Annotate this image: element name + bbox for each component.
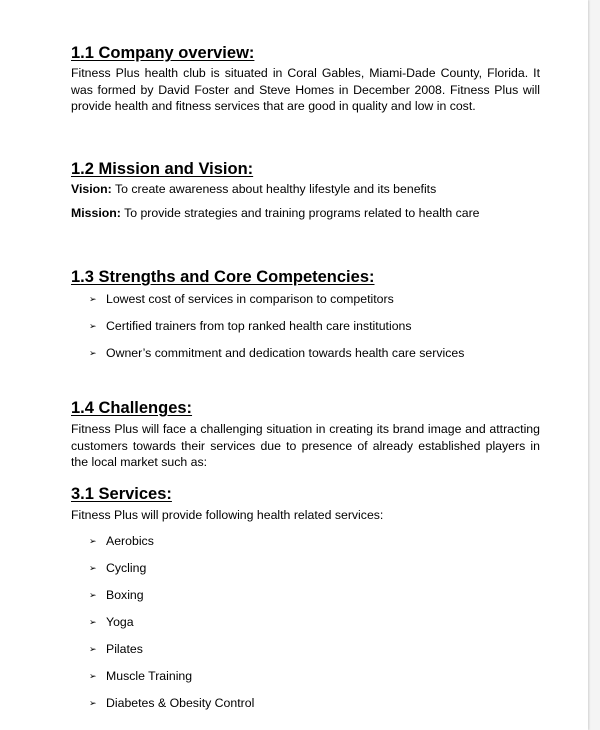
arrow-bullet-icon: ➢ bbox=[89, 644, 97, 655]
arrow-bullet-icon: ➢ bbox=[89, 536, 97, 547]
arrow-bullet-icon: ➢ bbox=[89, 293, 97, 304]
strengths-section bbox=[71, 267, 540, 372]
strengths-list bbox=[71, 291, 540, 372]
vision-text: To create awareness about healthy lifestyle and its benefits bbox=[111, 181, 437, 196]
arrow-bullet-icon: ➢ bbox=[89, 347, 97, 358]
list-item-text: Yoga bbox=[106, 615, 134, 630]
list-item bbox=[71, 291, 540, 318]
list-item-text: Diabetes & Obesity Control bbox=[106, 696, 255, 711]
services-list bbox=[71, 533, 540, 722]
list-item-text: Cycling bbox=[106, 561, 147, 576]
list-item bbox=[71, 668, 540, 695]
list-item bbox=[71, 318, 540, 345]
services-heading: 3.1 Services: bbox=[71, 484, 172, 503]
company-overview-section bbox=[71, 43, 540, 115]
document-content bbox=[71, 43, 540, 722]
mission-vision-section bbox=[71, 159, 540, 222]
mission-text: To provide strategies and training programs related to health care bbox=[120, 206, 480, 221]
list-item bbox=[71, 587, 540, 614]
vision-label: Vision: bbox=[71, 181, 112, 196]
list-item bbox=[71, 695, 540, 722]
list-item bbox=[71, 533, 540, 560]
arrow-bullet-icon: ➢ bbox=[89, 320, 97, 331]
strengths-heading: 1.3 Strengths and Core Competencies: bbox=[71, 267, 375, 286]
mission-statement bbox=[71, 205, 540, 222]
list-item-text: Certified trainers from top ranked health care institutions bbox=[106, 318, 412, 333]
list-item-text: Pilates bbox=[106, 642, 143, 657]
list-item-text: Owner’s commitment and dedication towards health care services bbox=[106, 345, 465, 360]
list-item bbox=[71, 641, 540, 668]
arrow-bullet-icon: ➢ bbox=[89, 698, 97, 709]
arrow-bullet-icon: ➢ bbox=[89, 617, 97, 628]
mission-label: Mission: bbox=[71, 206, 121, 221]
challenges-text: Fitness Plus will face a challenging situation in creating its brand image and attracting customers towards their services due to presence of already established players in the local market such as: bbox=[71, 421, 540, 470]
vision-statement bbox=[71, 181, 540, 198]
list-item-text: Lowest cost of services in comparison to competitors bbox=[106, 291, 394, 306]
arrow-bullet-icon: ➢ bbox=[89, 563, 97, 574]
list-item-text: Aerobics bbox=[106, 534, 154, 549]
mission-vision-heading: 1.2 Mission and Vision: bbox=[71, 159, 254, 178]
company-overview-text: Fitness Plus health club is situated in Coral Gables, Miami-Dade County, Florida. It was formed by David Foster and Steve Homes in December 2008. Fitness Plus will provide health and fitness services that are good in quality and low in cost. bbox=[71, 66, 540, 114]
challenges-heading: 1.4 Challenges: bbox=[71, 398, 193, 417]
list-item-text: Muscle Training bbox=[106, 669, 193, 684]
challenges-section bbox=[71, 398, 540, 471]
list-item bbox=[71, 560, 540, 587]
services-section bbox=[71, 484, 540, 723]
company-overview-heading: 1.1 Company overview: bbox=[71, 44, 255, 62]
list-item bbox=[71, 345, 540, 372]
arrow-bullet-icon: ➢ bbox=[89, 590, 97, 601]
list-item bbox=[71, 614, 540, 641]
list-item-text: Boxing bbox=[106, 588, 144, 603]
services-intro: Fitness Plus will provide following health related services: bbox=[71, 507, 384, 522]
arrow-bullet-icon: ➢ bbox=[89, 671, 97, 682]
